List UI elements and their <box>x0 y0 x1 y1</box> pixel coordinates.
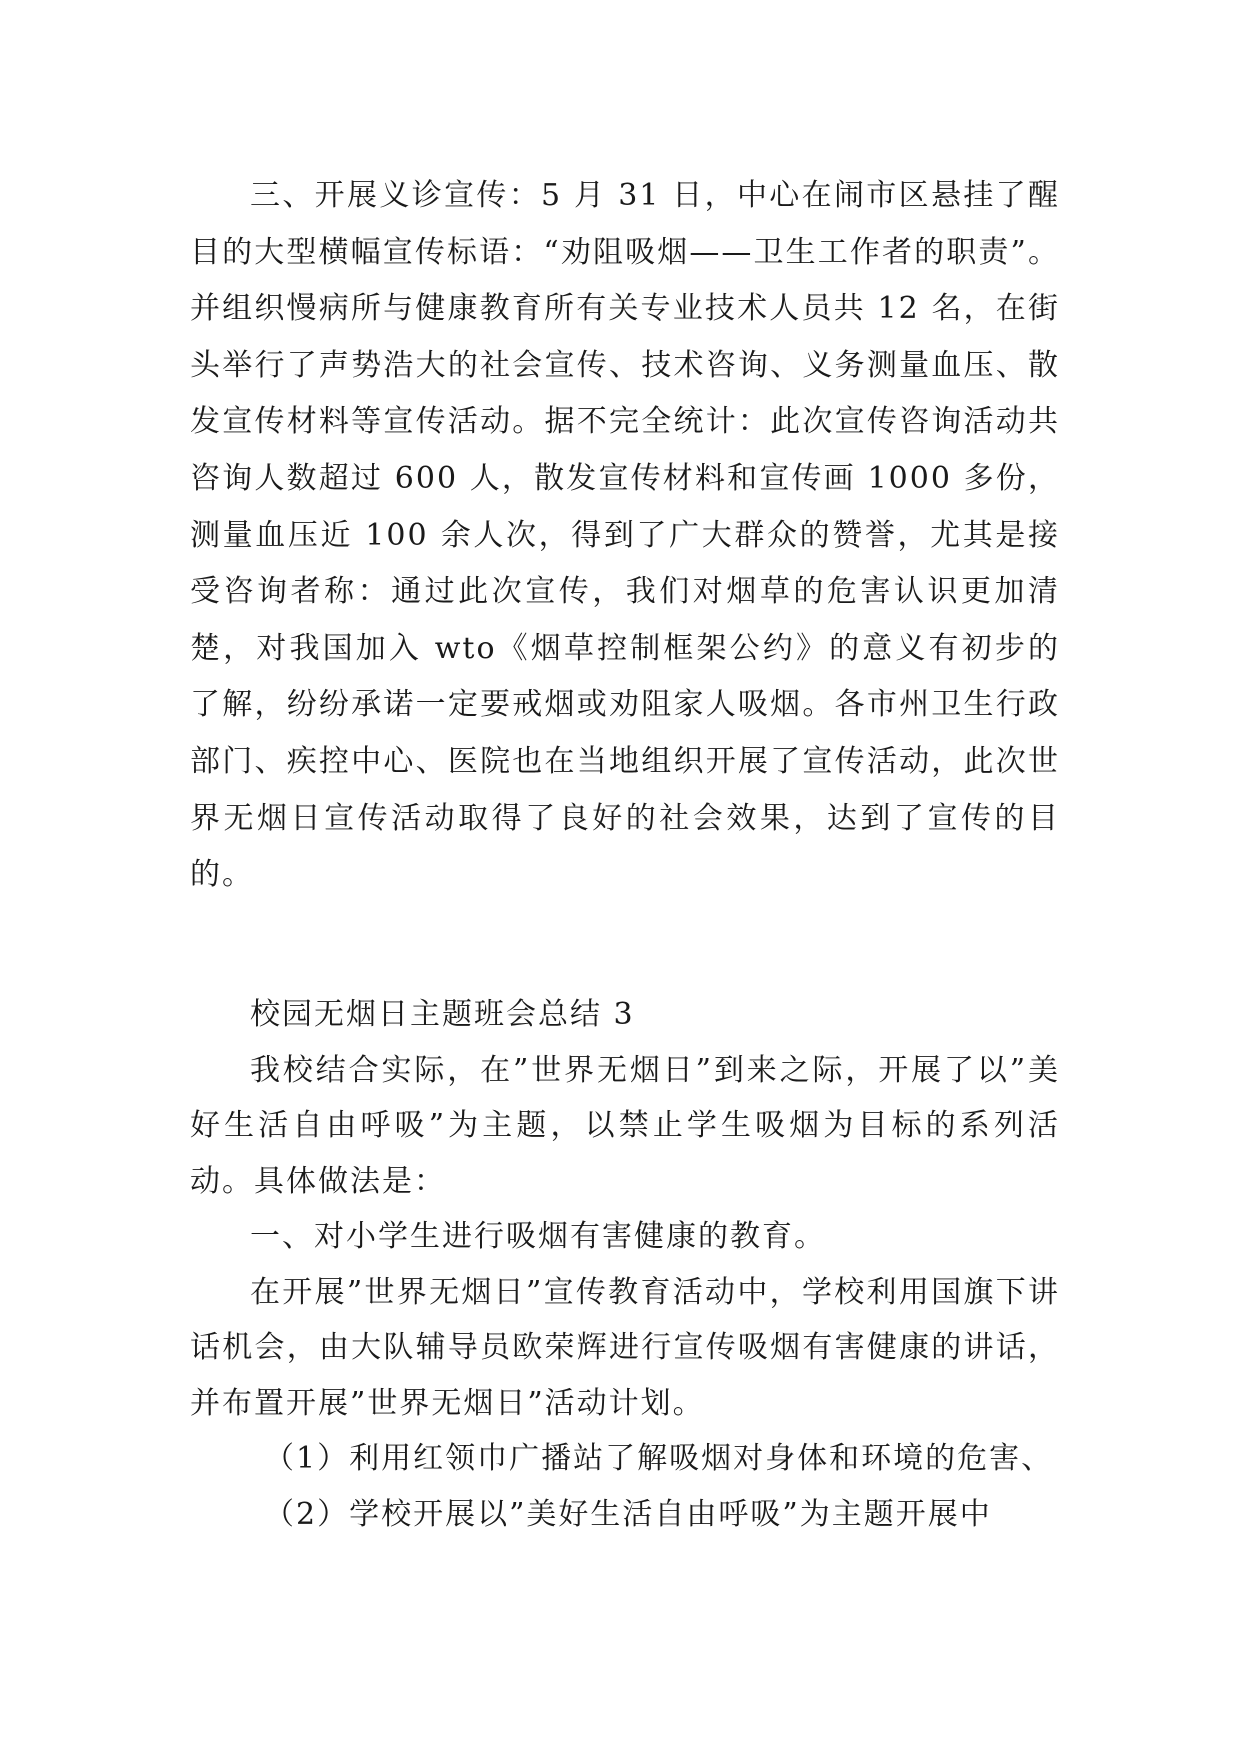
body-paragraph-outreach: 三、开展义诊宣传：5 月 31 日，中心在闹市区悬挂了醒目的大型横幅宣传标语：“劝阻吸烟——卫生工作者的职责”。并组织慢病所与健康教育所有关专业技术人员共 12 名，在街头举行了声势浩大的社会宣传、技术咨询、义务测量血压、散发宣传材料等宣传活动。据不完全统计：此次宣传咨询活动共咨询人数超过 600 人，散发宣传材料和宣传画 1000 多份，测量血压近 100 余人次，得到了广大群众的赞誉，尤其是接受咨询者称：通过此次宣传，我们对烟草的危害认识更加清楚，对我国加入 wto《烟草控制框架公约》的意义有初步的了解，纷纷承诺一定要戒烟或劝阻家人吸烟。各市州卫生行政部门、疾控中心、医院也在当地组织开展了宣传活动，此次世界无烟日宣传活动取得了良好的社会效果，达到了宣传的目的。 <box>190 178 1060 893</box>
list-item: （2）学校开展以”美好生活自由呼吸”为主题开展中 <box>264 1496 992 1532</box>
body-paragraph-point-one: 一、对小学生进行吸烟有害健康的教育。 <box>250 1219 826 1254</box>
section-heading: 校园无烟日主题班会总结 3 <box>250 997 635 1032</box>
body-paragraph-activity: 在开展”世界无烟日”宣传教育活动中，学校利用国旗下讲话机会，由大队辅导员欧荣辉进行宣传吸烟有害健康的讲话，并布置开展”世界无烟日”活动计划。 <box>190 1274 1060 1421</box>
body-paragraph-intro: 我校结合实际，在”世界无烟日”到来之际，开展了以”美好生活自由呼吸”为主题，以禁止学生吸烟为目标的系列活动。具体做法是： <box>190 1052 1060 1199</box>
list-item: （1）利用红领巾广播站了解吸烟对身体和环境的危害、 <box>264 1441 1054 1476</box>
section-campus-summary <box>190 987 1060 1542</box>
